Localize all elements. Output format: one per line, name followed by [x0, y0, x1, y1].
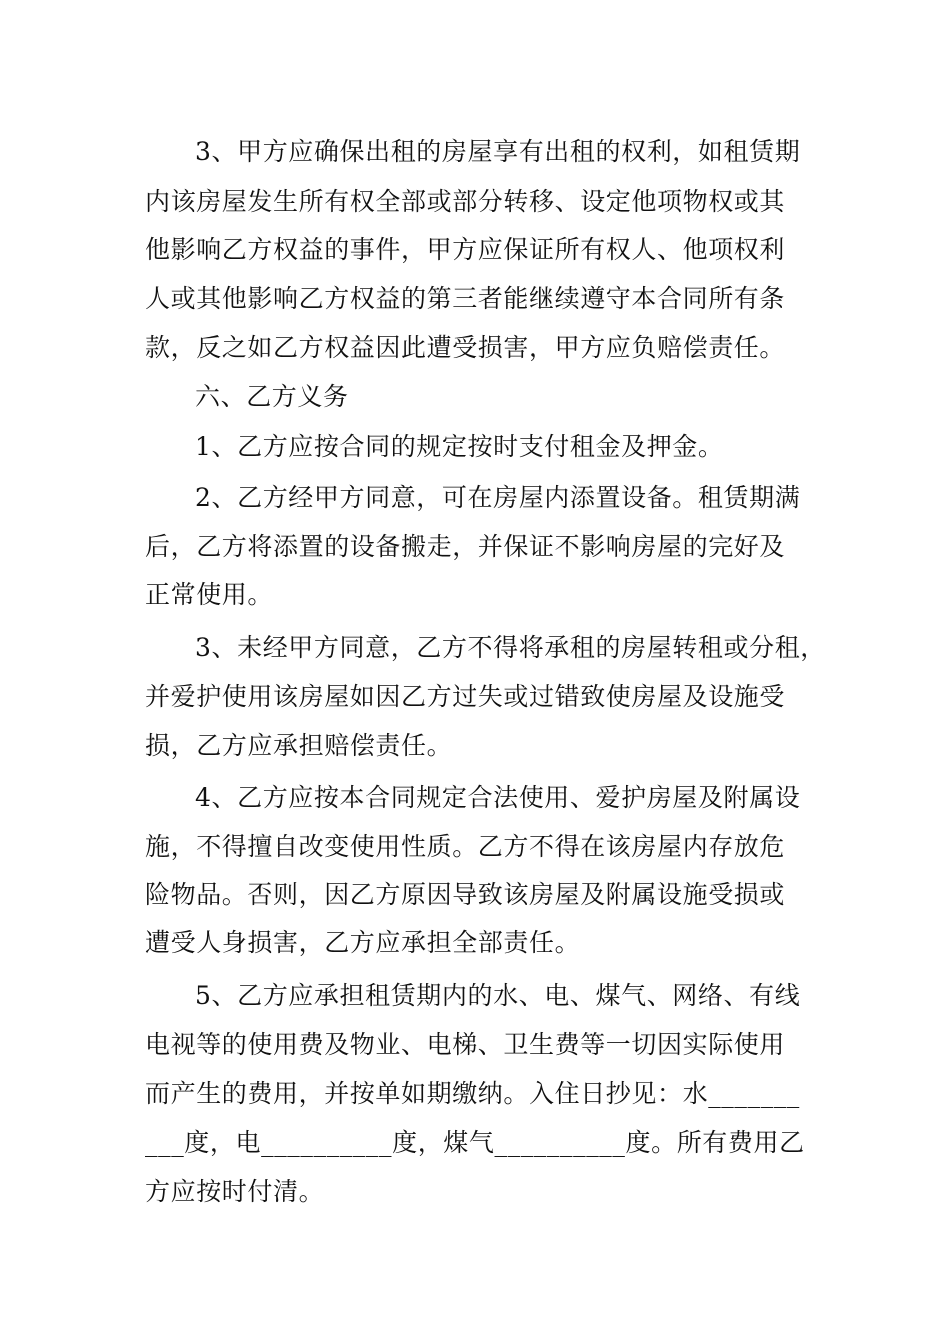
clause-2-line-3: 正常使用。 — [145, 580, 274, 609]
clause-3-landlord-line-4: 人或其他影响乙方权益的第三者能继续遵守本合同所有条 — [145, 284, 786, 313]
clause-4-line-1: 4、乙方应按本合同规定合法使用、爱护房屋及附属设 — [195, 783, 801, 812]
clause-3-tenant-line-3: 损，乙方应承担赔偿责任。 — [145, 731, 453, 760]
clause-5-line-2: 电视等的使用费及物业、电梯、卫生费等一切因实际使用 — [145, 1030, 786, 1059]
clause-3-tenant-line-1: 3、未经甲方同意，乙方不得将承租的房屋转租或分租， — [195, 633, 826, 662]
clause-3-landlord-line-5: 款，反之如乙方权益因此遭受损害，甲方应负赔偿责任。 — [145, 333, 786, 362]
clause-5-line-4: ___度，电__________度，煤气__________度。所有费用乙 — [145, 1128, 805, 1157]
clause-3-landlord-line-1: 3、甲方应确保出租的房屋享有出租的权利，如租赁期 — [195, 137, 801, 166]
clause-5-line-5: 方应按时付清。 — [145, 1177, 325, 1206]
clause-1-line-1: 1、乙方应按合同的规定按时支付租金及押金。 — [195, 432, 724, 461]
clause-3-landlord-line-2: 内该房屋发生所有权全部或部分转移、设定他项物权或其 — [145, 187, 786, 216]
clause-4-line-3: 险物品。否则，因乙方原因导致该房屋及附属设施受损或 — [145, 880, 786, 909]
clause-5-line-3: 而产生的费用，并按单如期缴纳。入住日抄见：水_______ — [145, 1079, 800, 1108]
clause-5-line-1: 5、乙方应承担租赁期内的水、电、煤气、网络、有线 — [195, 981, 801, 1010]
clause-2-line-2: 后，乙方将添置的设备搬走，并保证不影响房屋的完好及 — [145, 532, 786, 561]
clause-4-line-2: 施，不得擅自改变使用性质。乙方不得在该房屋内存放危 — [145, 832, 786, 861]
clause-3-tenant-line-2: 并爱护使用该房屋如因乙方过失或过错致使房屋及设施受 — [145, 682, 786, 711]
clause-3-landlord-line-3: 他影响乙方权益的事件，甲方应保证所有权人、他项权利 — [145, 235, 786, 264]
clause-4-line-4: 遭受人身损害，乙方应承担全部责任。 — [145, 928, 581, 957]
section-heading-tenant-obligations: 六、乙方义务 — [195, 382, 349, 411]
clause-2-line-1: 2、乙方经甲方同意，可在房屋内添置设备。租赁期满 — [195, 483, 801, 512]
